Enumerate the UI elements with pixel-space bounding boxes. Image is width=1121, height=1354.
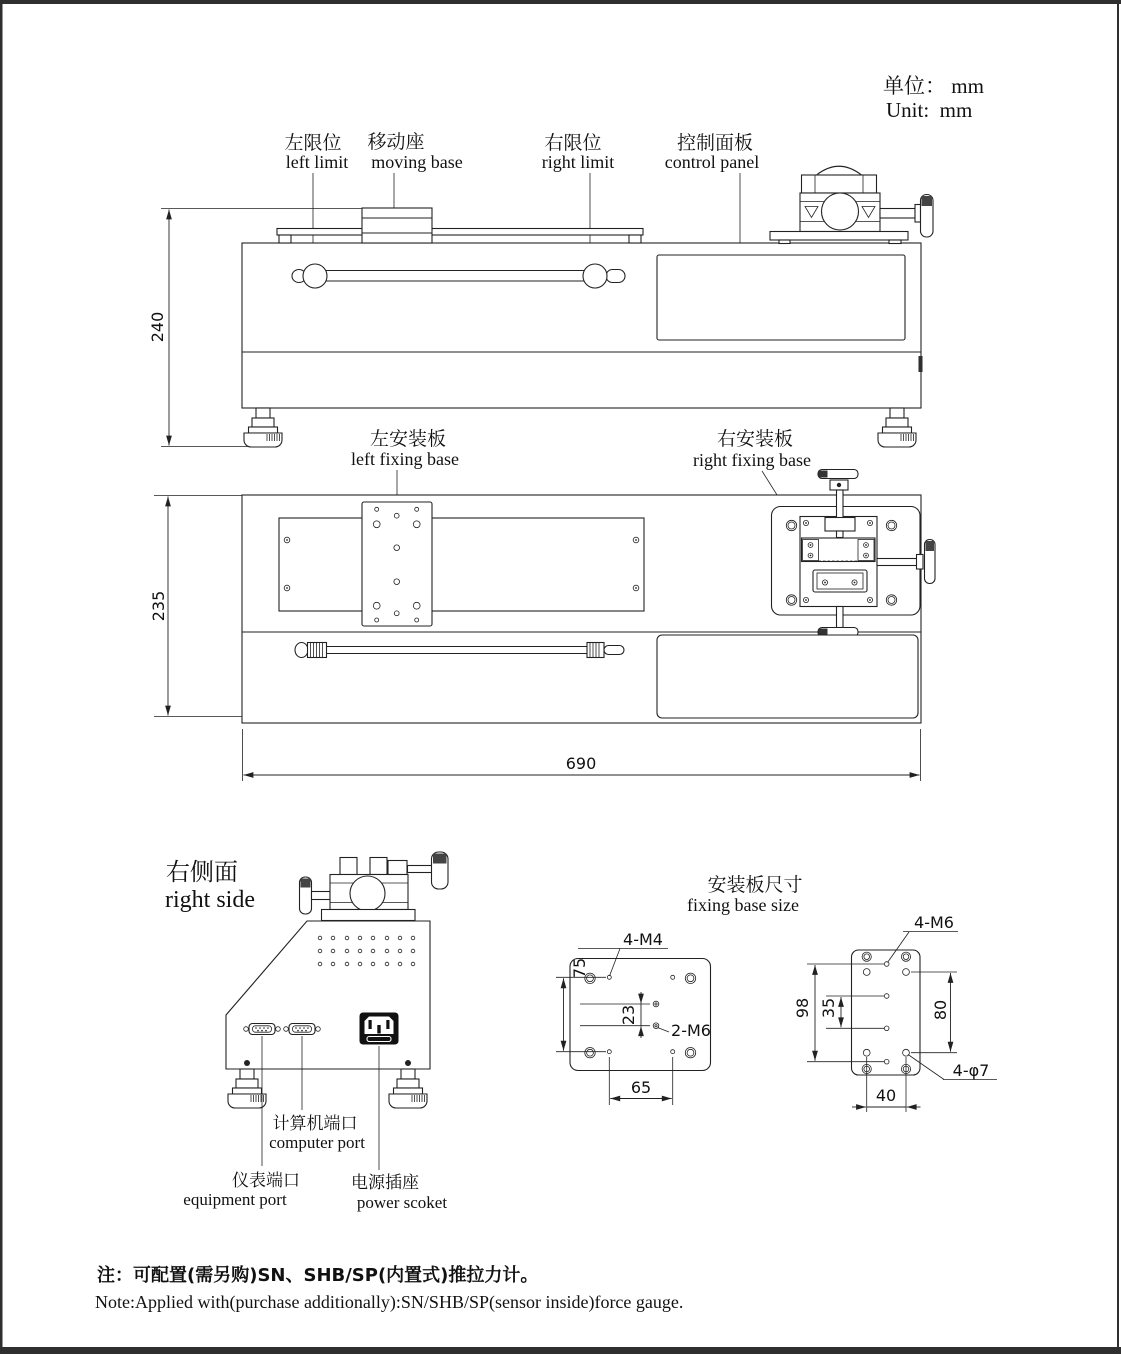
right-limit-label-en: right limit (541, 152, 615, 172)
dim-23-value: 23 (619, 1004, 638, 1026)
dimension-235 (149, 496, 246, 717)
unit-zh: 单位： mm (883, 74, 984, 98)
top-view (149, 428, 935, 781)
unit-label (883, 74, 984, 122)
phi7-hole-label: 4-φ7 (952, 1061, 990, 1080)
fixing-size-title-en: fixing base size (687, 895, 799, 915)
lower-block (813, 570, 867, 592)
handle-rod (880, 209, 915, 219)
computer-port-label-en: computer port (269, 1133, 365, 1152)
power-socket-label-zh: 电源插座 (351, 1173, 419, 1192)
moving-base-label-zh: 移动座 (367, 132, 425, 153)
clamp-dome (817, 166, 862, 175)
dimension-690 (243, 729, 921, 781)
base-plate-recess (279, 518, 644, 611)
clamp-base-plate (770, 232, 908, 241)
left-limit-label-en: left limit (285, 152, 349, 172)
bolt-head (405, 1060, 411, 1066)
note-line-zh: 注：可配置(需另购)SN、SHB/SP(内置式)推拉力计。 (97, 1265, 539, 1286)
side-view-title-en: right side (165, 887, 255, 913)
m4-thread-label: 4-M4 (623, 930, 663, 949)
rail-plate (277, 229, 643, 244)
handle-knurl (922, 196, 933, 206)
right-limit-knob (583, 264, 607, 288)
clamp-block (802, 538, 876, 562)
note-line-en: Note:Applied with(purchase additionally):SN/SHB/SP(sensor inside)force gauge. (95, 1292, 684, 1312)
right-limit-label-zh: 右限位 (544, 133, 602, 154)
dim-80-value: 80 (931, 999, 950, 1021)
side-clamp-assembly (300, 852, 449, 921)
dim-235-value: 235 (149, 590, 168, 622)
dim-240-value: 240 (148, 311, 167, 343)
side-view (165, 852, 448, 1212)
control-panel-label-zh: 控制面板 (676, 133, 754, 154)
leveling-foot (878, 408, 916, 447)
bolt-head (244, 1060, 250, 1066)
fixing-base-size-section (556, 874, 997, 1112)
leveling-foot (389, 1069, 427, 1108)
computer-port-connector (284, 1024, 321, 1035)
rod-end-cap (606, 270, 625, 283)
power-socket-label-en: power scoket (356, 1193, 448, 1212)
moving-base-label-en: moving base (371, 152, 463, 172)
machine-body-side (226, 921, 430, 1069)
left-fixing-plate (362, 502, 432, 626)
left-limit-label-zh: 左限位 (284, 133, 342, 154)
side-latch (919, 356, 923, 372)
leveling-foot (244, 408, 282, 447)
clamp-screw-hole (822, 193, 859, 230)
dim-98-value: 98 (793, 997, 812, 1019)
m6-thread-label-left-plate: 2-M6 (671, 1021, 711, 1040)
equipment-port-label-zh: 仪表端口 (232, 1171, 300, 1190)
m6-plate (793, 913, 997, 1112)
control-panel-label-en: control panel (664, 152, 760, 172)
computer-port-label-zh: 计算机端口 (272, 1114, 358, 1133)
right-clamp-assembly-front (770, 166, 933, 243)
moving-base (362, 208, 432, 243)
dim-35-value: 35 (819, 997, 838, 1019)
left-limit-knob (303, 264, 327, 288)
left-fixing-label-en: left fixing base (351, 449, 459, 469)
side-view-title-zh: 右侧面 (166, 860, 238, 886)
m6-thread-label-right-plate: 4-M6 (914, 913, 954, 932)
equipment-port-connector (244, 1024, 281, 1035)
control-panel (657, 255, 905, 340)
m4-plate (556, 930, 711, 1105)
left-fixing-label-zh: 左安装板 (369, 429, 447, 450)
leveling-foot (228, 1069, 266, 1108)
control-panel-top-view (657, 635, 918, 718)
unit-en: Unit: mm (886, 98, 973, 122)
dim-75-value: 75 (570, 957, 589, 979)
right-fixing-label-en: right fixing base (693, 450, 811, 470)
right-fixing-label-zh: 右安装板 (716, 429, 794, 450)
fixing-size-title-zh: 安装板尺寸 (707, 875, 803, 896)
dim-690-value: 690 (565, 754, 597, 773)
dim-40-value: 40 (875, 1086, 897, 1105)
dim-65-value: 65 (630, 1078, 652, 1097)
power-socket-inlet (360, 1013, 398, 1044)
front-view (148, 131, 933, 447)
equipment-port-label-en: equipment port (183, 1190, 287, 1209)
note (95, 1264, 683, 1313)
